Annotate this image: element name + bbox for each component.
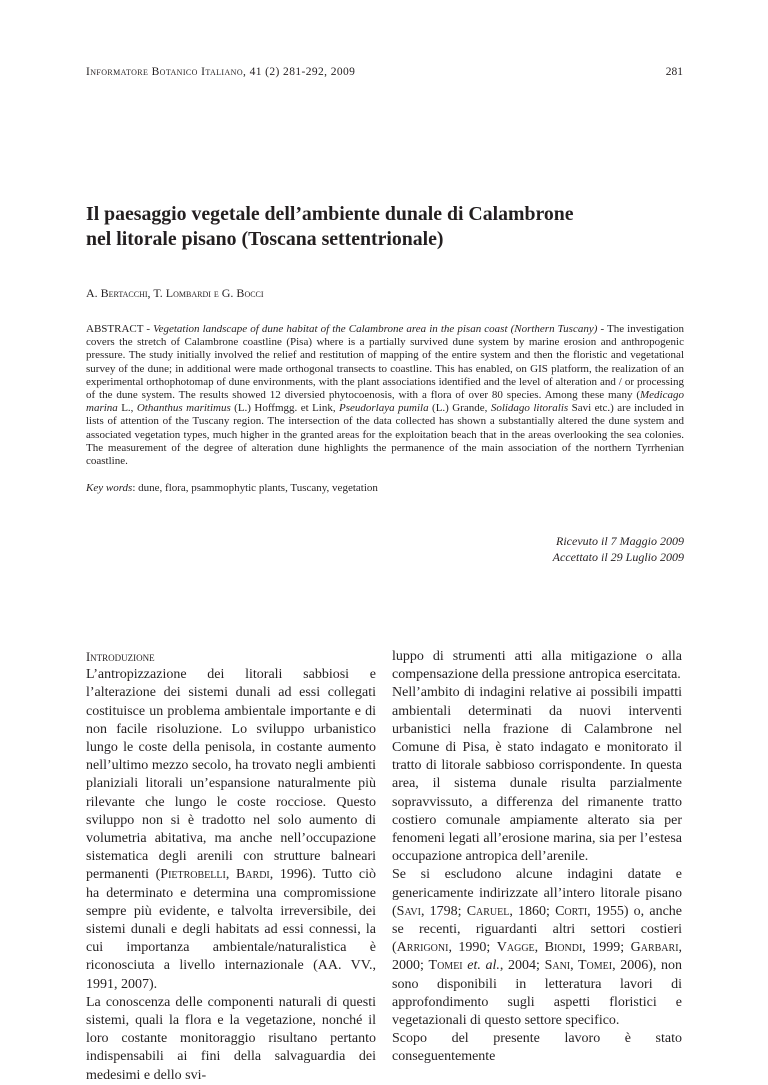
title-line-1: Il paesaggio vegetale dell’ambiente dunale di Calambrone	[86, 203, 574, 225]
citation: Caruel	[466, 903, 510, 919]
authors: A. Bertacchi, T. Lombardi e G. Bocci	[86, 286, 264, 300]
abstract-title: Vegetation landscape of dune habitat of the Calambrone area in the pisan coast (Northern Tuscany)	[153, 323, 598, 335]
citation: Arrigoni	[396, 940, 449, 956]
received-date: Ricevuto il 7 Maggio 2009	[556, 534, 684, 548]
abstract-text: - The investigation covers the stretch of Calambrone coastline (Pisa) where is a partially survived dune system by marine erosion and anthropogenic pressure. The study initially involved the relief and restitution of mapping of the entire system and then the floristic and vegetational survey of the dune; in additional were made orthogonal transects to coastline. This has enabled, on GIS platform, the realization of an experimental orthophotomap of dune environments, with the plant associations identified and the level of alteration and / or processing of the dune system. The results showed 12 diversied phytocoenosis, with a flora of over 80 species. Among these many (	[86, 323, 684, 402]
keywords-text: : dune, flora, psammophytic plants, Tuscany, vegetation	[132, 482, 378, 494]
paragraph: Nell’ambito di indagini relative ai possibili impatti ambientali determinati da nuovi interventi urbanistici nella frazione di Calambrone nel Comune di Pisa, è stato indagato e monitorato il tratto di litorale sabbioso corrispondente. In questa area, il sistema dunale risulta parzialmente sopravvissuto, a differenza del rimanente tratto costiero comunale ampiamente alterato sia per fenomeni legati all’erosione marina, sia per l’estesa occupazione antropica dell’arenile.	[392, 685, 682, 865]
abstract	[86, 323, 684, 468]
keywords-label: Key words	[86, 482, 133, 494]
paragraph: luppo di strumenti atti alla mitigazione o alla compensazione della pressione antropica esercitata.	[392, 649, 682, 683]
abstract-label: ABSTRACT -	[86, 323, 154, 335]
page-number: 281	[665, 66, 683, 78]
paragraph	[392, 866, 682, 1030]
paragraph-text: , 1798;	[420, 903, 467, 919]
paragraph-text: , 2006), non sono disponibili in letteratura lavori di approfondimento sugli aspetti floristici e vegetazionali di questo settore specifico.	[392, 958, 683, 1029]
paragraph-text: , 1999;	[582, 940, 631, 956]
paragraph-text: 1996). Tutto ciò ha determinato e determina una compromissione sempre più evidente, e talvolta irreversibile, dei sistemi dunali e degli habitats ad essi connessi, la cui importanza ambientale/naturalistica è riconosciuta a livello internazionale (AA. VV., 1991, 2007).	[86, 867, 376, 992]
left-column	[86, 648, 376, 1085]
paragraph	[86, 666, 376, 994]
citation: Sani, Tomei	[544, 958, 613, 974]
species-name: Pseudorlaya pumila	[339, 402, 429, 415]
abstract-text: (L.) Grande,	[428, 402, 491, 415]
title-line-2: nel litorale pisano (Toscana settentrionale)	[86, 228, 444, 250]
paragraph: La conoscenza delle componenti naturali di questi sistemi, quali la flora e la vegetazione, nonché il loro costante monitoraggio risultano pertanto indispensabili ai fini della salvaguardia dei medesimi e dello svi-	[86, 994, 376, 1083]
species-name: Medicago marina	[86, 389, 684, 415]
journal-name: Informatore Botanico Italiano,	[86, 66, 247, 78]
abstract-text: L.,	[117, 402, 137, 415]
paragraph-text: , 2000;	[392, 940, 683, 974]
paragraph-text: , 1990;	[448, 940, 497, 956]
paragraph-text: , 1860;	[509, 903, 556, 919]
paragraph-text: Se si escludono alcune indagini datate e genericamente indirizzate all’intero litorale pisano (	[392, 867, 682, 919]
citation: Corti	[555, 903, 588, 919]
right-column	[392, 648, 682, 1067]
section-heading: Introduzione	[86, 650, 155, 664]
journal-volume: 41 (2) 281-292, 2009	[249, 66, 356, 78]
paragraph-text: L’antropizzazione dei litorali sabbiosi e l’alterazione dei sistemi dunali ad essi collegati costituisce un problema ambientale importante e di non facile risoluzione. Lo sviluppo urbanistico lungo le coste della penisola, in costante aumento nell’ultimo mezzo secolo, ha trovato negli ambienti planiziali litorali un’espansione naturalmente più rilevante che lungo le coste rocciose. Questo sviluppo non si è tradotto nel solo aumento di volumetria abitativa, ma anche nell’occupazione sistematica degli arenili con strutture balneari permanenti (	[86, 667, 376, 883]
citation-etal: et. al.	[467, 958, 500, 974]
accepted-date: Accettato il 29 Luglio 2009	[552, 550, 684, 564]
keywords	[86, 482, 684, 494]
running-head	[86, 66, 355, 78]
abstract-text: Savi etc.) are included in lists of attention of the Tuscany region. The intersection of the data collected has shown a substantially altered the dune system and associated vegetation types, much higher in the granted areas for the exploitation beach that in the areas overlooking the sea colonies. The measurement of the degree of alteration dune highlights the permanence of the main association of the northern Tyrrhenian coastline.	[86, 402, 684, 468]
citation: Pietrobelli, Bardi,	[160, 867, 274, 883]
paragraph-text: , 2004;	[499, 958, 545, 974]
citation: Garbari	[630, 940, 679, 956]
citation: Savi	[396, 903, 421, 919]
species-name: Othanthus maritimus	[136, 402, 231, 415]
paragraph: Scopo del presente lavoro è stato conseguentemente	[392, 1031, 682, 1065]
species-name: Solidago litoralis	[490, 402, 569, 415]
abstract-text: (L.) Hoffmgg. et Link,	[230, 402, 340, 415]
submission-dates	[430, 533, 684, 565]
citation: Tomei	[428, 958, 463, 974]
article-title	[86, 202, 686, 252]
citation: Vagge, Biondi	[496, 940, 583, 956]
paragraph-text: , 1955) o, anche se recenti, riguardanti altri settori costieri (	[392, 903, 682, 956]
